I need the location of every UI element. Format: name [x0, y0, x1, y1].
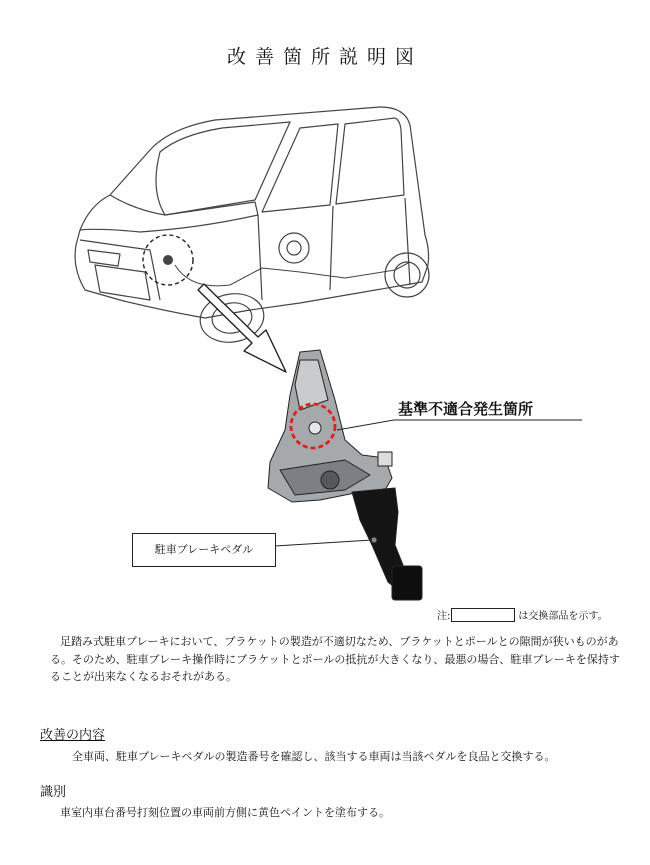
zoom-arrow	[198, 284, 286, 372]
note-prefix: 注:	[437, 611, 451, 622]
description-box	[28, 632, 636, 698]
improvement-text: 全車両、駐車ブレーキペダルの製造番号を確認し、該当する車両は当該ペダルを良品と交換する。	[72, 750, 556, 763]
defect-location-label: 基準不適合発生箇所	[398, 400, 534, 418]
note-suffix: は交換部品を示す。	[518, 611, 608, 622]
car-illustration	[75, 107, 429, 347]
legend-note	[437, 607, 608, 622]
description-text: 足踏み式駐車ブレーキにおいて、ブラケットの製造が不適切なため、ブラケットとポールとの隙間が狭いものがある。そのため、駐車ブレーキ操作時にブラケットとポールの抵抗が大きくなり、最悪の場合、駐車ブレーキを保持することが出来なくなるおそれがある。	[50, 635, 620, 683]
pedal-assembly	[268, 350, 422, 600]
parking-brake-pedal-label: 駐車ブレーキペダル	[132, 533, 276, 567]
page-title: 改善箇所説明図	[226, 46, 423, 68]
identification-heading: 識別	[40, 785, 67, 800]
identification-text: 車室内車台番号打刻位置の車両前方側に黄色ペイントを塗布する。	[60, 806, 390, 819]
replacement-part-legend-box	[451, 608, 515, 622]
improvement-heading: 改善の内容	[40, 728, 106, 743]
